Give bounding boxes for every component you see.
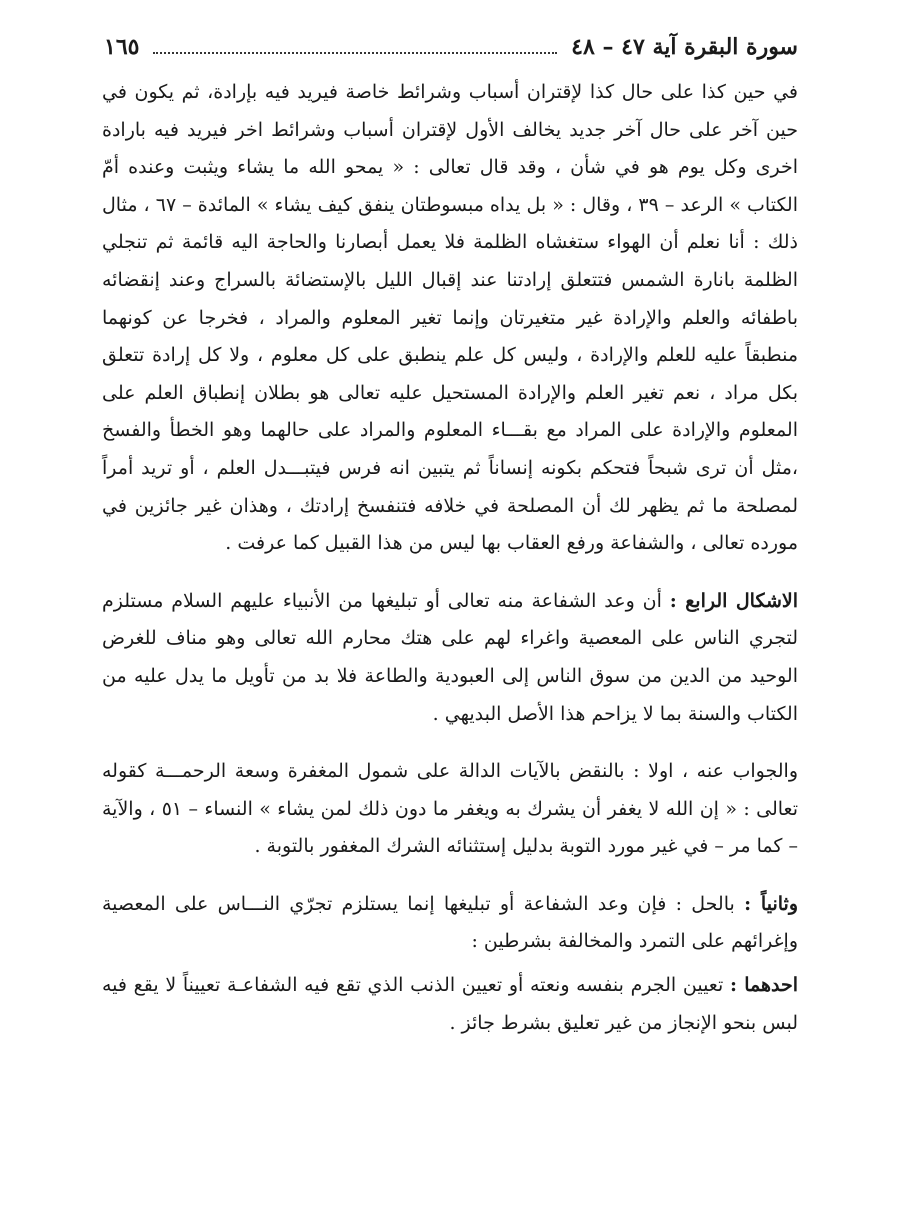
running-header [104,30,798,64]
paragraph-2-text: أن وعد الشفاعة منه تعالى أو تبليغها من الأنبياء عليهم السلام مستلزم لتجري الناس على المعصية واغراء لهم على هتك محارم الله تعالى وهو مناف للغرض الوحيد من الدين من سوق الناس إلى العبودية والطاعة فلا بد من تأويل ما يدل عليه من الكتاب والسنة بما لا يزاحم هذا الأصل البديهي . [102,589,798,725]
header-dotted-rule [153,52,557,54]
paragraph-3: والجواب عنه ، اولا : بالنقض بالآيات الدالة على شمول المغفرة وسعة الرحمـــة كقوله تعالى : « إن الله لا يغفر أن يشرك به ويغفر ما دون ذلك لمن يشاء » النساء – ٥١ ، والآية – كما مر – في غير مورد التوبة بدليل إستثنائه الشرك المغفور بالتوبة . [102,760,799,858]
paragraph-4 [102,886,798,961]
paragraph-5-text: تعيين الجرم بنفسه ونعته أو تعيين الذنب الذي تقع فيه الشفاعـة تعييناً لا يقع فيه لبس بنحو الإنجاز من غير تعليق بشرط جائز . [102,974,798,1034]
surah-verse-title: سورة البقرة آية ٤٧ – ٤٨ [571,34,798,60]
page-number: ١٦٥ [104,34,140,60]
first-condition-heading: احدهما : [729,974,799,997]
paragraph-1: في حين كذا على حال كذا لإقتران أسباب وشرائط خاصة فيريد فيه بإرادة، ثم يكون في حين آخر على حال آخر جديد يخالف الأول لإقتران أسباب وشرائط اخر فيريد فيه بارادة اخرى وكل يوم هو في شأن ، وقد قال تعالى : « يمحو الله ما يشاء ويثبت وعنده أمّ الكتاب » الرعد – ٣٩ ، وقال : « بل يداه مبسوطتان ينفق كيف يشاء » المائدة – ٦٧ ، مثال ذلك : أنا نعلم أن الهواء ستغشاه الظلمة فلا يعمل أبصارنا والحاجة اليه قائمة ثم تنجلي الظلمة بانارة الشمس فتتعلق إرادتنا عند إقبال الليل بالإستضائة بالسراج وعند إنقضائه باطفائه والعلم والإرادة غير متغيرتان وإنما تغير المعلوم والمراد ، فخرجا عن كونهما منطبقاً عليه للعلم والإرادة ، وليس كل علم ينطبق على كل معلوم ، ولا كل إرادة تتعلق بكل مراد ، نعم تغير العلم والإرادة المستحيل عليه تعالى هو بطلان إنطباق العلم على المعلوم والإرادة على المراد مع بقـــاء المعلوم والمراد على حالهما وهو الخطأ والفسخ ،مثل أن ترى شبحاً فتحكم بكونه إنساناً ثم يتبين انه فرس فيتبـــدل العلم ، أو تريد أمراً لمصلحة ما ثم يظهر لك أن المصلحة في خلافه فتنفسخ إرادتك ، وهذان غير جائزين في مورده تعالى ، والشفاعة ورفع العقاب بها ليس من هذا القبيل كما عرفت . [102,81,799,555]
paragraph-5 [102,967,798,1042]
paragraph-2 [102,583,798,733]
second-answer-heading: وثانياً : [744,892,798,915]
paragraph-4-text: بالحل : فإن وعد الشفاعة أو تبليغها إنما يستلزم تجرّي النـــاس على المعصية وإغرائهم على التمرد والمخالفة بشرطين : [102,892,798,953]
fourth-objection-heading: الاشكال الرابع : [669,589,798,612]
page-body [102,74,798,1042]
